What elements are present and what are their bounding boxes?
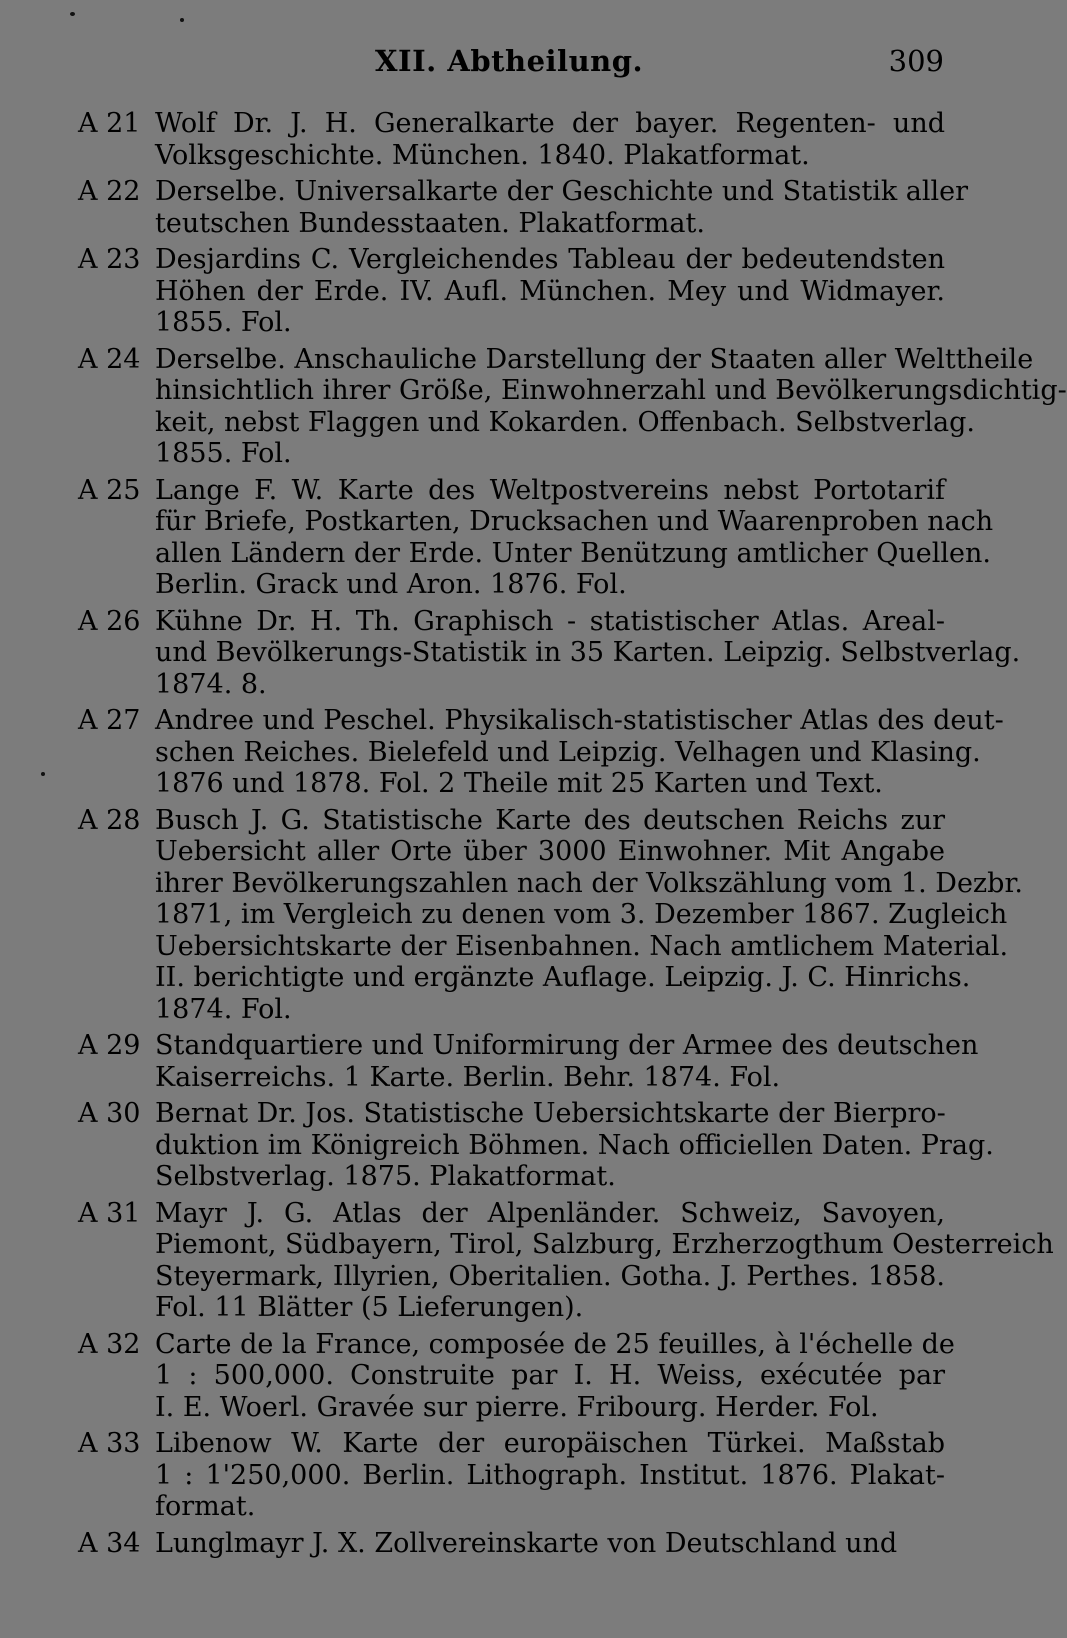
entry-line: Derselbe. Anschauliche Darstellung der Staaten aller Welttheile xyxy=(155,343,1034,375)
entry-line: Kaiserreichs. 1 Karte. Berlin. Behr. 1874. Fol. xyxy=(155,1061,781,1093)
entry-line: 1855. Fol. xyxy=(155,438,292,469)
entry-text xyxy=(155,244,945,339)
entry-text xyxy=(155,474,994,601)
entry-line: Piemont, Südbayern, Tirol, Salzburg, Erzherzogthum Oesterreich xyxy=(155,1229,1054,1260)
entry-text xyxy=(155,1030,979,1093)
entry-text xyxy=(155,605,1021,701)
bibliography-entry xyxy=(0,705,1004,800)
bibliography-entry xyxy=(0,475,1000,601)
entry-id: A 26 xyxy=(78,605,141,637)
entry-line: hinsichtlich ihrer Größe, Einwohnerzahl und Bevölkerungsdichtig- xyxy=(155,375,1067,406)
entry-line: Lange F. W. Karte des Weltpostvereins nebst Portotarif xyxy=(155,474,945,506)
entry-id: A 31 xyxy=(78,1197,141,1229)
entry-line: format. xyxy=(155,1491,256,1522)
entry-text xyxy=(155,108,945,171)
entry-line: Selbstverlag. 1875. Plakatformat. xyxy=(155,1161,616,1192)
entry-line: Mayr J. G. Atlas der Alpenländer. Schweiz, Savoyen, xyxy=(155,1197,945,1229)
entry-text xyxy=(155,343,1067,470)
entry-id: A 27 xyxy=(78,705,141,736)
bibliography-list xyxy=(0,108,1067,1564)
entry-text xyxy=(155,1098,994,1193)
entry-line: Fol. 11 Blätter (5 Lieferungen). xyxy=(155,1292,584,1323)
entry-text xyxy=(155,176,969,239)
entry-line: für Briefe, Postkarten, Drucksachen und Waarenproben nach xyxy=(155,506,994,537)
bibliography-entry xyxy=(0,804,1023,1026)
entry-line: II. berichtigte und ergänzte Auflage. Leipzig. J. C. Hinrichs. xyxy=(155,962,971,993)
entry-id: A 29 xyxy=(78,1030,141,1061)
bibliography-entry xyxy=(0,244,1000,339)
entry-line: Carte de la France, composée de 25 feuilles, à l'échelle de xyxy=(155,1328,955,1360)
entry-text xyxy=(155,1328,955,1424)
entry-id: A 28 xyxy=(78,804,141,836)
entry-line: 1874. Fol. xyxy=(155,993,292,1025)
entry-line: Höhen der Erde. IV. Aufl. München. Mey und Widmayer. xyxy=(155,275,945,307)
entry-line: ihrer Bevölkerungszahlen nach der Volkszählung vom 1. Dezbr. xyxy=(155,867,1023,899)
entry-line: 1876 und 1878. Fol. 2 Theile mit 25 Karten und Text. xyxy=(155,768,883,799)
entry-line: Libenow W. Karte der europäischen Türkei. Maßstab xyxy=(155,1428,945,1459)
entry-line: 1 : 500,000. Construite par I. H. Weiss, exécutée par xyxy=(155,1360,945,1391)
entry-line: 1855. Fol. xyxy=(155,307,292,338)
entry-text xyxy=(155,1528,945,1560)
scan-speck-1 xyxy=(70,12,75,16)
entry-line: Standquartiere und Uniformirung der Armee des deutschen xyxy=(155,1030,979,1061)
entry-id: A 33 xyxy=(78,1428,141,1459)
entry-line: 1874. 8. xyxy=(155,668,267,700)
entry-text xyxy=(155,1197,1054,1324)
scan-speck-2 xyxy=(180,18,184,22)
entry-line: allen Ländern der Erde. Unter Benützung amtlicher Quellen. xyxy=(155,537,991,569)
entry-line: schen Reiches. Bielefeld und Leipzig. Velhagen und Klasing. xyxy=(155,736,981,768)
bibliography-entry xyxy=(0,605,1021,701)
entry-text xyxy=(155,804,1023,1026)
entry-line: Bernat Dr. Jos. Statistische Uebersichtskarte der Bierpro- xyxy=(155,1098,946,1129)
entry-line: duktion im Königreich Böhmen. Nach officiellen Daten. Prag. xyxy=(155,1129,994,1161)
entry-line: Berlin. Grack und Aron. 1876. Fol. xyxy=(155,569,627,600)
bibliography-entry xyxy=(0,1528,1000,1560)
bibliography-entry xyxy=(0,1428,1000,1523)
bibliography-entry xyxy=(0,1329,1000,1424)
entry-line: und Bevölkerungs-Statistik in 35 Karten. Leipzig. Selbstverlag. xyxy=(155,637,1021,668)
entry-line: Andree und Peschel. Physikalisch-statistischer Atlas des deut- xyxy=(155,705,1004,736)
entry-line: 1871, im Vergleich zu denen vom 3. Dezember 1867. Zugleich xyxy=(155,899,1008,930)
bibliography-entry xyxy=(0,1030,1000,1093)
entry-line: keit, nebst Flaggen und Kokarden. Offenbach. Selbstverlag. xyxy=(155,406,976,438)
entry-line: 1 : 1'250,000. Berlin. Lithograph. Institut. 1876. Plakat- xyxy=(155,1459,945,1491)
entry-line: I. E. Woerl. Gravée sur pierre. Fribourg. Herder. Fol. xyxy=(155,1391,879,1423)
entry-id: A 23 xyxy=(78,244,141,275)
entry-line: Wolf Dr. J. H. Generalkarte der bayer. Regenten- und xyxy=(155,108,945,139)
bibliography-entry xyxy=(0,343,1067,470)
entry-line: Lunglmayr J. X. Zollvereinskarte von Deutschland und xyxy=(155,1527,898,1559)
entry-text xyxy=(155,1428,945,1523)
bibliography-entry xyxy=(0,1197,1054,1324)
entry-line: Busch J. G. Statistische Karte des deutschen Reichs zur xyxy=(155,804,945,836)
entry-line: Uebersicht aller Orte über 3000 Einwohner. Mit Angabe xyxy=(155,836,945,867)
bibliography-entry xyxy=(0,176,1000,239)
entry-id: A 30 xyxy=(78,1098,141,1129)
entry-line: Volksgeschichte. München. 1840. Plakatformat. xyxy=(155,139,810,171)
entry-id: A 24 xyxy=(78,343,141,375)
entry-line: Uebersichtskarte der Eisenbahnen. Nach amtlichem Material. xyxy=(155,930,1009,962)
entry-line: Derselbe. Universalkarte der Geschichte und Statistik aller xyxy=(155,176,969,207)
entry-line: Desjardins C. Vergleichendes Tableau der bedeutendsten xyxy=(155,244,945,275)
entry-id: A 25 xyxy=(78,474,141,506)
entry-line: Kühne Dr. H. Th. Graphisch - statistischer Atlas. Areal- xyxy=(155,605,945,637)
bibliography-entry xyxy=(0,1098,1000,1193)
bibliography-entry xyxy=(0,108,1000,171)
entry-id: A 22 xyxy=(78,176,141,207)
entry-id: A 34 xyxy=(78,1527,141,1559)
entry-id: A 32 xyxy=(78,1328,141,1360)
entry-line: Steyermark, Illyrien, Oberitalien. Gotha. J. Perthes. 1858. xyxy=(155,1260,945,1292)
section-title: XII. Abtheilung. xyxy=(375,44,644,78)
page-header xyxy=(0,44,1000,92)
entry-id: A 21 xyxy=(78,108,141,139)
entry-text xyxy=(155,705,1004,800)
page-number: 309 xyxy=(888,44,944,78)
entry-line: teutschen Bundesstaaten. Plakatformat. xyxy=(155,207,705,239)
